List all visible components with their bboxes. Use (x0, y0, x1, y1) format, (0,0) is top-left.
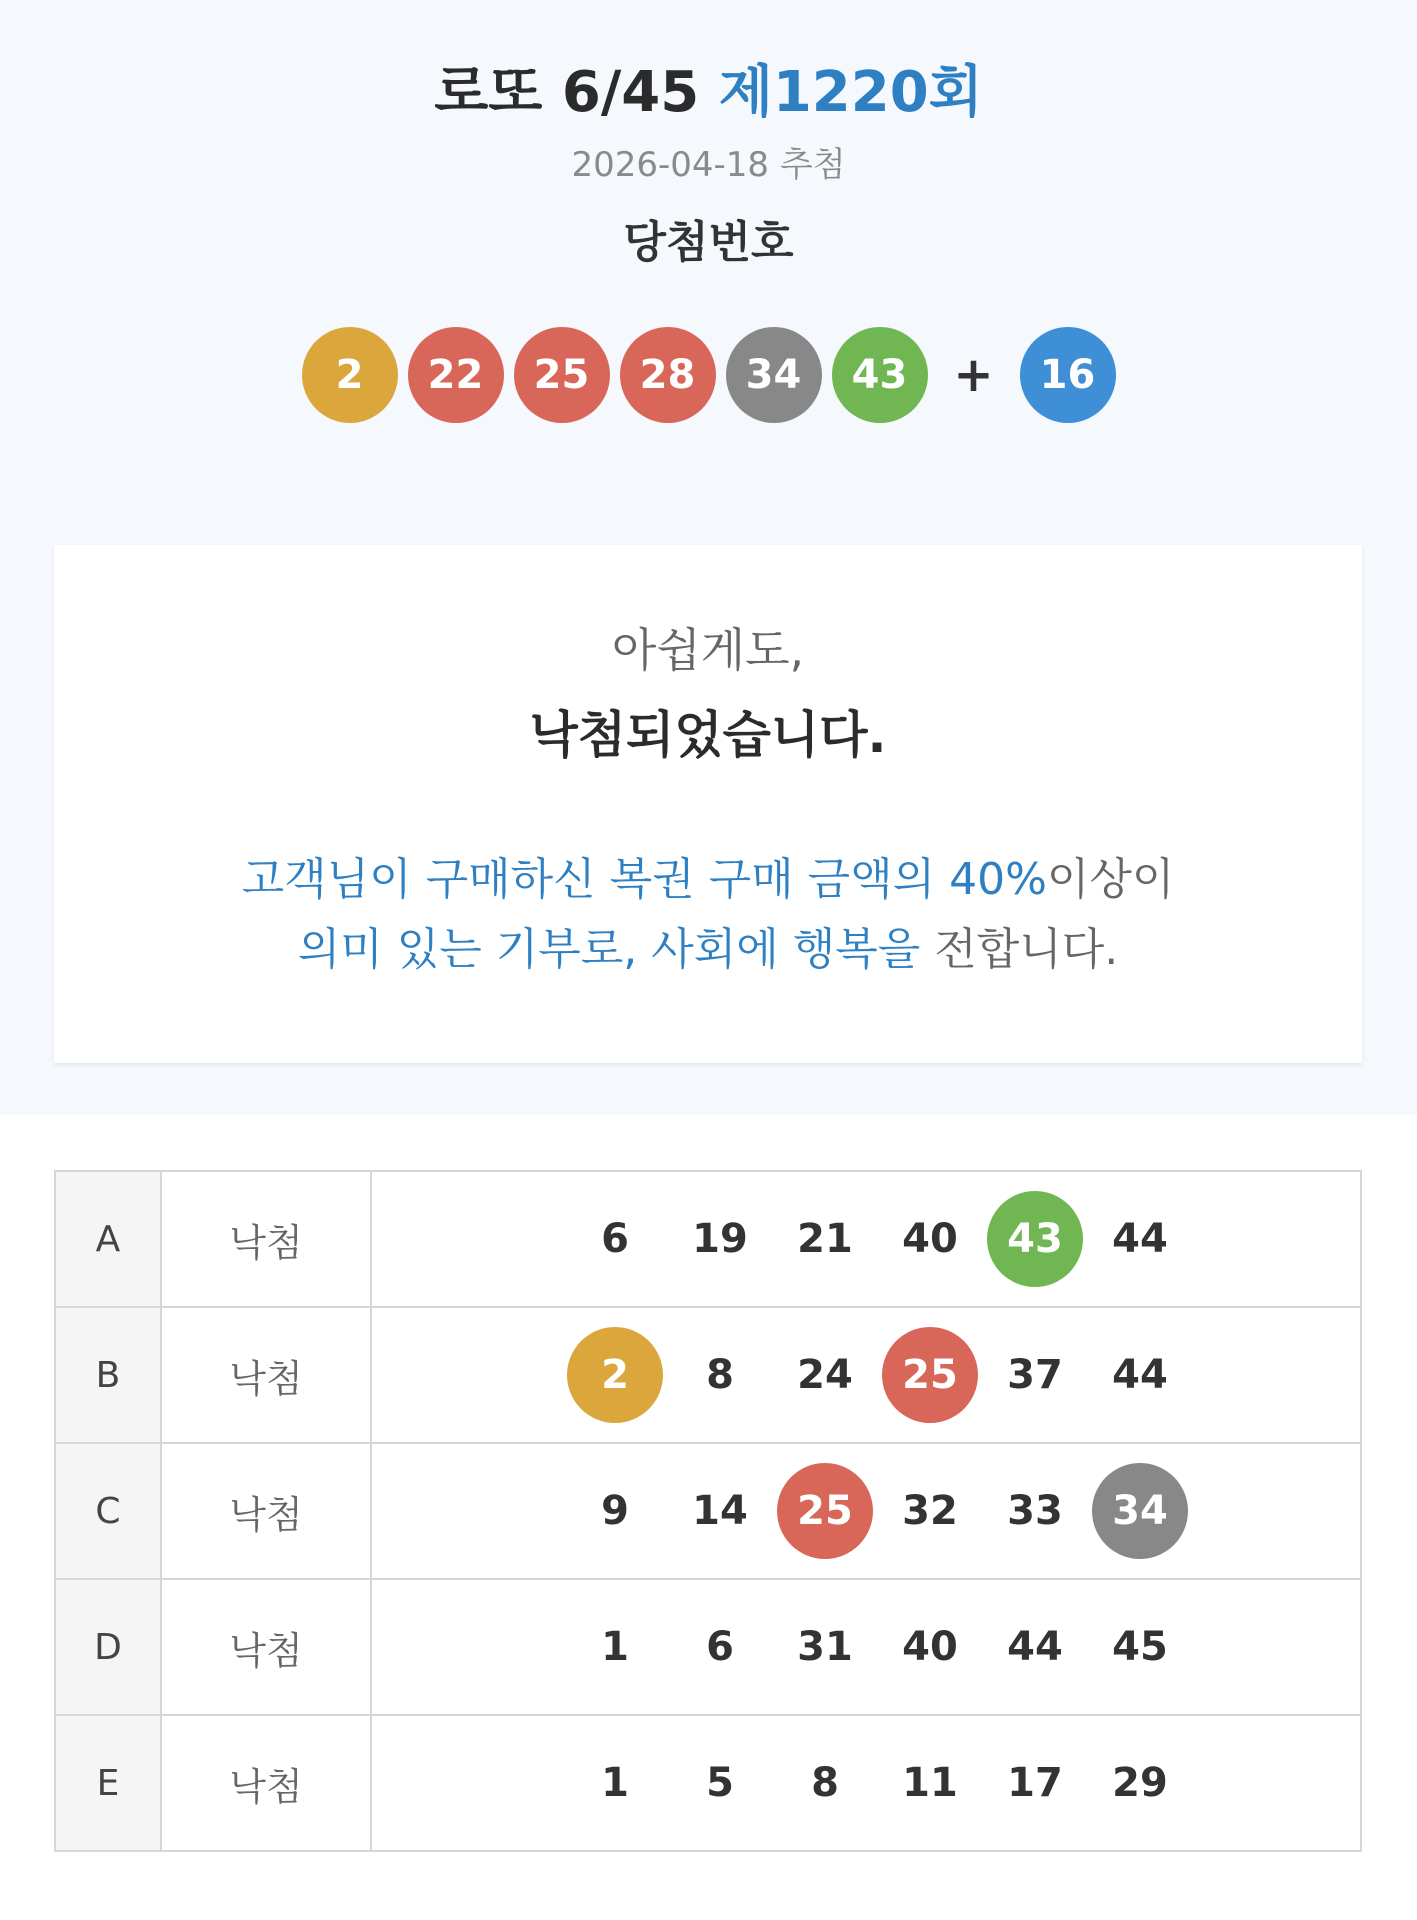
ticket-number: 44 (1112, 1352, 1168, 1398)
ticket-number: 9 (601, 1488, 629, 1534)
ticket-slot-label: D (55, 1579, 161, 1715)
ticket-row (55, 1715, 1361, 1851)
ticket-numbers (371, 1443, 1361, 1579)
ticket-row (55, 1307, 1361, 1443)
ticket-number: 24 (797, 1352, 853, 1398)
ticket-number: 17 (1007, 1760, 1063, 1806)
winning-ball: 28 (620, 327, 716, 423)
result-sorry-text: 아쉽게도, (611, 623, 805, 677)
page-title (0, 58, 1417, 128)
ticket-numbers (371, 1307, 1361, 1443)
ticket-result: 낙첨 (161, 1715, 371, 1851)
winning-ball: 34 (726, 327, 822, 423)
ticket-slot-label: A (55, 1171, 161, 1307)
ticket-number: 11 (902, 1760, 958, 1806)
ticket-number: 33 (1007, 1488, 1063, 1534)
winning-numbers-label: 당첨번호 (623, 217, 794, 268)
ticket-number-matched: 43 (987, 1191, 1083, 1287)
ticket-number-matched: 25 (882, 1327, 978, 1423)
ticket-number: 14 (692, 1488, 748, 1534)
ticket-numbers (371, 1579, 1361, 1715)
winning-ball: 25 (514, 327, 610, 423)
ticket-number-row (567, 1735, 1360, 1831)
ticket-number-row (567, 1327, 1360, 1423)
ticket-number: 32 (902, 1488, 958, 1534)
ticket-number-matched: 2 (567, 1327, 663, 1423)
ticket-number: 40 (902, 1624, 958, 1670)
ticket-slot-label: E (55, 1715, 161, 1851)
ticket-table (54, 1170, 1362, 1852)
ticket-numbers (371, 1171, 1361, 1307)
ticket-row (55, 1443, 1361, 1579)
result-lost-text: 낙첨되었습니다. (529, 706, 887, 764)
donation-message-text-1: 이상이 (1046, 854, 1175, 905)
ticket-row (55, 1579, 1361, 1715)
ticket-number-matched: 25 (777, 1463, 873, 1559)
ticket-number: 37 (1007, 1352, 1063, 1398)
ticket-result: 낙첨 (161, 1171, 371, 1307)
ticket-number-row (567, 1599, 1360, 1695)
plus-icon: + (953, 347, 994, 403)
ticket-slot-label: B (55, 1307, 161, 1443)
ticket-number: 6 (601, 1216, 629, 1262)
ticket-result: 낙첨 (161, 1579, 371, 1715)
ticket-number: 44 (1007, 1624, 1063, 1670)
ticket-number: 6 (706, 1624, 734, 1670)
ticket-result: 낙첨 (161, 1443, 371, 1579)
ticket-number: 44 (1112, 1216, 1168, 1262)
winning-ball: 43 (832, 327, 928, 423)
winning-ball: 2 (302, 327, 398, 423)
draw-date: 2026-04-18 추첨 (571, 145, 846, 185)
ticket-number: 31 (797, 1624, 853, 1670)
ticket-number: 1 (601, 1760, 629, 1806)
ticket-result: 낙첨 (161, 1307, 371, 1443)
winning-numbers (0, 327, 1417, 423)
bonus-ball: 16 (1020, 327, 1116, 423)
ticket-number: 21 (797, 1216, 853, 1262)
ticket-number: 8 (811, 1760, 839, 1806)
ticket-number: 29 (1112, 1760, 1168, 1806)
ticket-numbers (371, 1715, 1361, 1851)
title-round-number: 제1220회 (718, 60, 983, 125)
ticket-number: 1 (601, 1624, 629, 1670)
ticket-number-row (567, 1463, 1360, 1559)
ticket-number: 8 (706, 1352, 734, 1398)
ticket-number: 5 (706, 1760, 734, 1806)
ticket-row (55, 1171, 1361, 1307)
donation-message-highlight-1: 고객님이 구매하신 복권 구매 금액의 40% (241, 854, 1047, 905)
ticket-number-matched: 34 (1092, 1463, 1188, 1559)
result-card (54, 545, 1362, 1063)
winning-ball: 22 (408, 327, 504, 423)
ticket-number-row (567, 1191, 1360, 1287)
title-game-name: 로또 6/45 (434, 60, 700, 125)
ticket-number: 19 (692, 1216, 748, 1262)
donation-message (54, 845, 1362, 985)
ticket-slot-label: C (55, 1443, 161, 1579)
ticket-number: 45 (1112, 1624, 1168, 1670)
donation-message-text-2: 전합니다. (920, 924, 1119, 975)
ticket-number: 40 (902, 1216, 958, 1262)
donation-message-highlight-2: 의미 있는 기부로, 사회에 행복을 (297, 924, 921, 975)
